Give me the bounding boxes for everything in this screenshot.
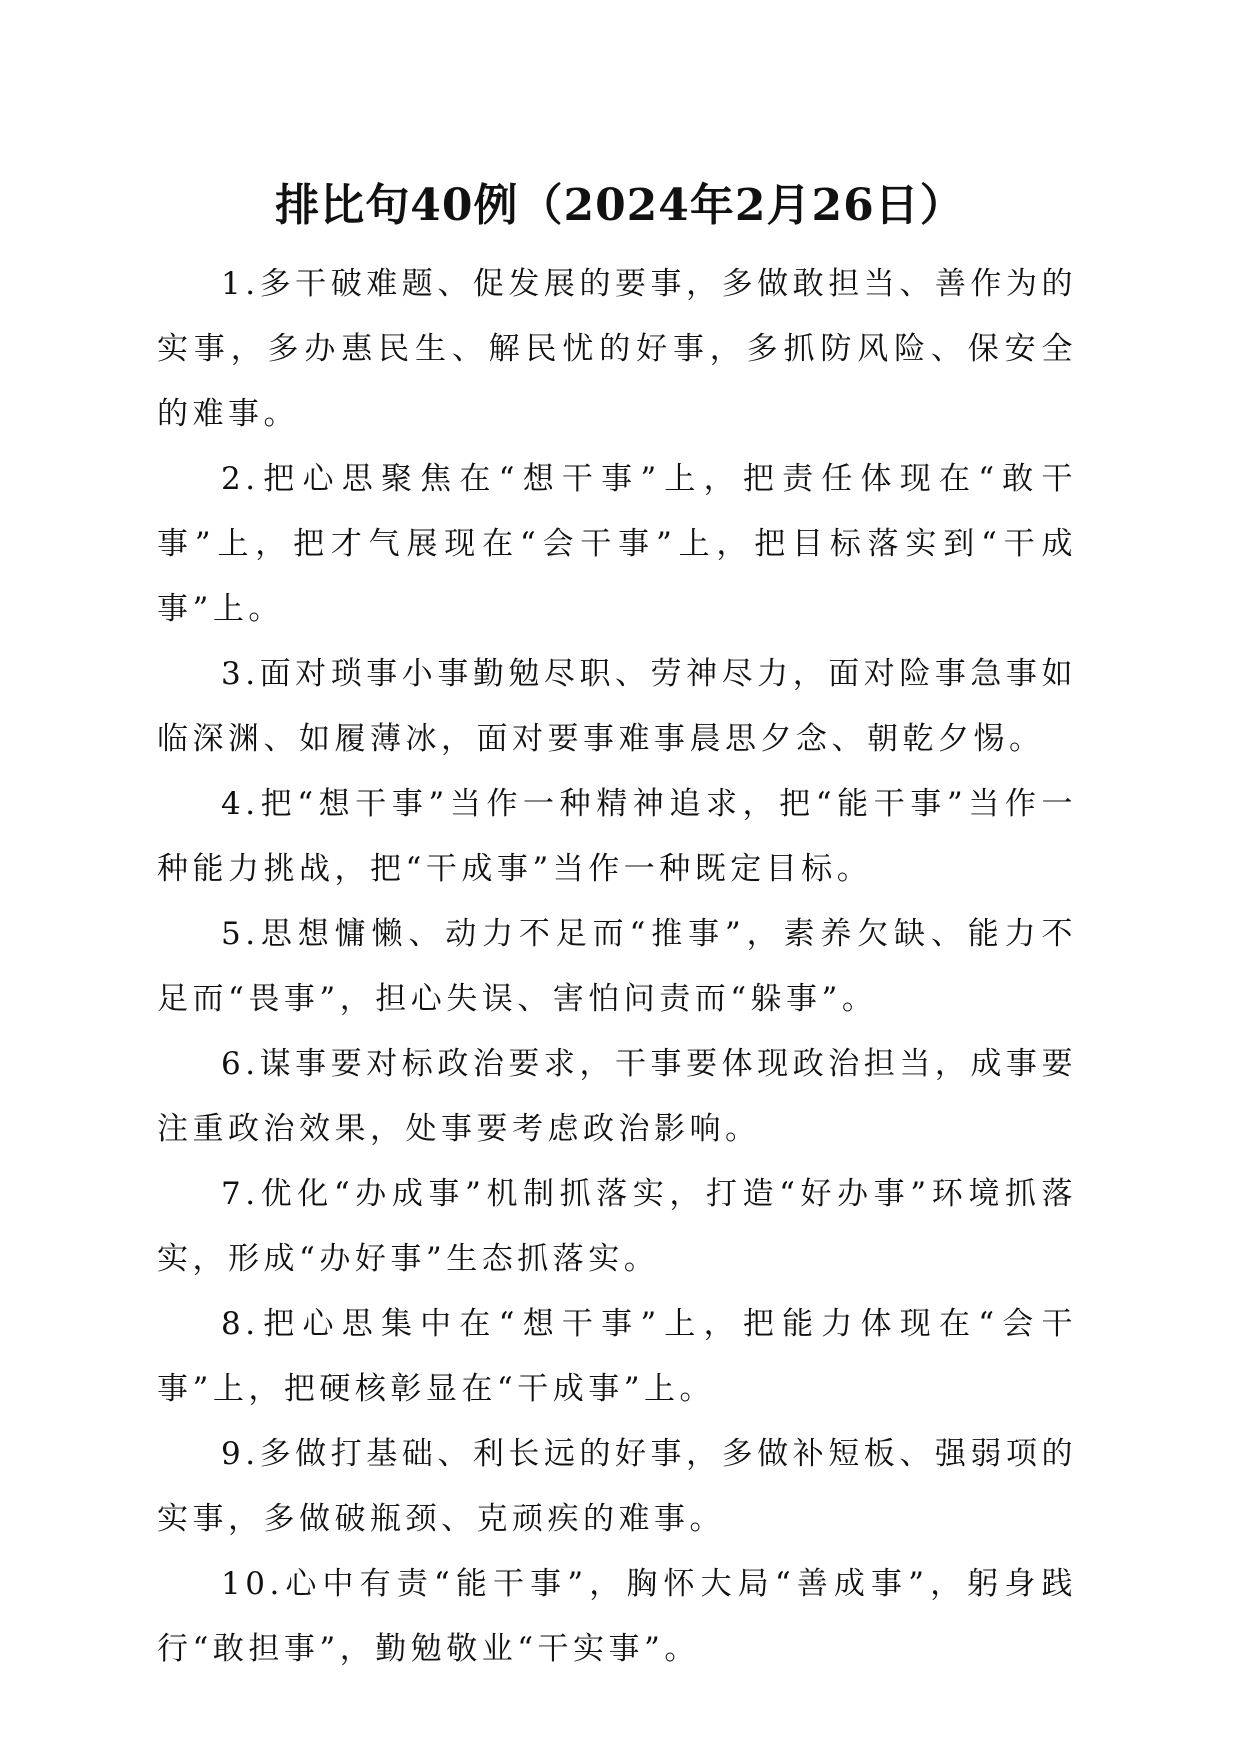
paragraph-3: 3.面对琐事小事勤勉尽职、劳神尽力，面对险事急事如临深渊、如履薄冰，面对要事难事晨思夕念、朝乾夕惕。: [157, 656, 1077, 757]
paragraph-6: 6.谋事要对标政治要求，干事要体现政治担当，成事要注重政治效果，处事要考虑政治影响。: [157, 1046, 1077, 1147]
document-body: [157, 252, 1077, 1682]
paragraph-1: 1.多干破难题、促发展的要事，多做敢担当、善作为的实事，多办惠民生、解民忧的好事，多抓防风险、保安全的难事。: [157, 266, 1077, 432]
paragraph-4: 4.把“想干事”当作一种精神追求，把“能干事”当作一种能力挑战，把“干成事”当作一种既定目标。: [157, 786, 1077, 887]
paragraph-10: 10.心中有责“能干事”，胸怀大局“善成事”，躬身践行“敢担事”，勤勉敬业“干实事”。: [157, 1566, 1077, 1667]
paragraph-7: 7.优化“办成事”机制抓落实，打造“好办事”环境抓落实，形成“办好事”生态抓落实。: [157, 1176, 1077, 1277]
paragraph-9: 9.多做打基础、利长远的好事，多做补短板、强弱项的实事，多做破瓶颈、克顽疾的难事。: [157, 1436, 1077, 1537]
paragraph-8: 8.把心思集中在“想干事”上，把能力体现在“会干事”上，把硬核彰显在“干成事”上。: [157, 1306, 1077, 1407]
paragraph-2: 2.把心思聚焦在“想干事”上，把责任体现在“敢干事”上，把才气展现在“会干事”上，把目标落实到“干成事”上。: [157, 461, 1077, 627]
paragraph-5: 5.思想慵懒、动力不足而“推事”，素养欠缺、能力不足而“畏事”，担心失误、害怕问责而“躲事”。: [157, 916, 1077, 1017]
page-title: 排比句40例（2024年2月26日）: [275, 180, 965, 231]
